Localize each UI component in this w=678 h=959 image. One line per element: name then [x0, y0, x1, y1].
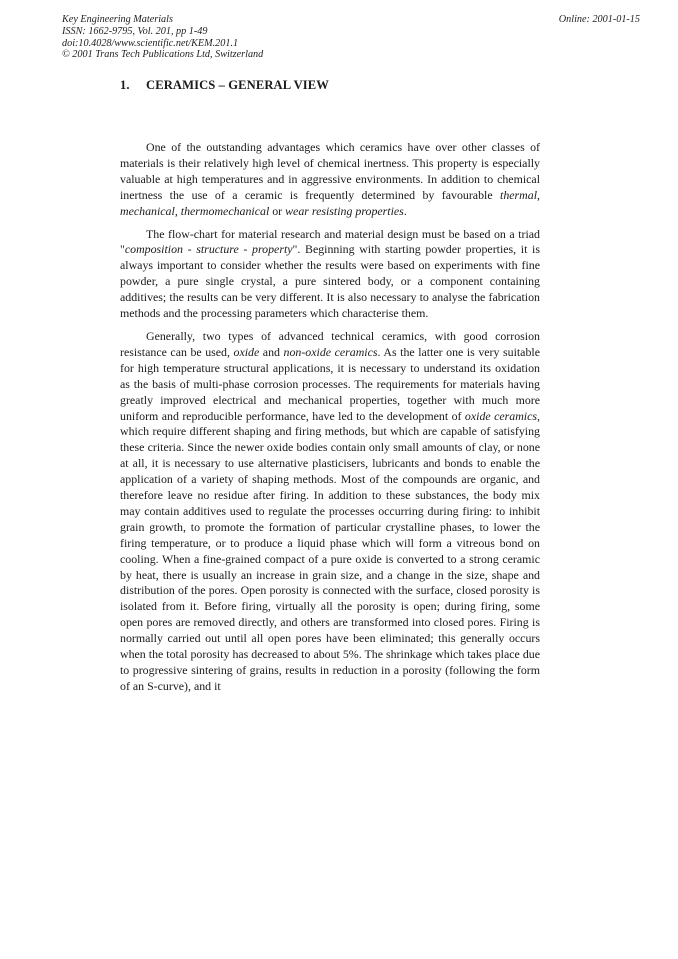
online-date: Online: 2001-01-15 [558, 14, 640, 25]
italic-term: mechanical [120, 203, 175, 218]
text-run: , which require different shaping and firing methods, but which are capable of satisfying these criteria. Since the newer oxide bodies contain only small amounts of clay, or none at all, it is necessary to use alternative plasticisers, lubricants and bonds to enable the application of a variety of shaping methods. Most of the compounds are organic, and therefore leave no residue after firing. In addition to these substances, the body mix may contain additives used to regulate the processes occurring during firing: to inhibit grain growth, to promote the formation of particular crystalline phases, to lower the firing temperature, or to produce a liquid phase which will form a vitreous bond on cooling. When a fine-grained compact of a pure oxide is converted to a strong ceramic by heat, there is usually an increase in grain size, and a change in the size, shape and distribution of the pores. Open porosity is connected with the surface, closed porosity is isolated from it. Before firing, virtually all the porosity is open; during firing, some open pores are removed directly, and others are transformed into closed pores. Firing is normally carried out until all open pores have been eliminated; this generally occurs when the total porosity has decreased to about 5%. The shrinkage which takes place due to progressive sintering of grains, results in reduction in a porosity (following the form of an S-curve), and it [120, 408, 541, 693]
paragraph-3 [120, 329, 540, 695]
italic-term: thermal [500, 187, 538, 202]
journal-header [62, 14, 263, 61]
italic-term: wear resisting properties [285, 203, 404, 218]
journal-name: Key Engineering Materials [62, 14, 173, 25]
text-run: , [537, 187, 540, 202]
text-run: One of the outstanding advantages which ceramics have over other classes of materials is their relatively high level of chemical inertness. This property is especially valuable at high temperatures and in aggressive environments. In addition to chemical inertness the use of a ceramic is frequently determined by favourable [120, 140, 540, 202]
copyright-line: © 2001 Trans Tech Publications Ltd, Switzerland [62, 49, 264, 61]
italic-term: oxide [233, 344, 260, 359]
issn-line: ISSN: 1662-9795, Vol. 201, pp 1-49 [62, 25, 208, 37]
text-run: and [259, 344, 284, 359]
text-run: ". Beginning with starting powder properties, it is always important to consider whether the results were based on experiments with fine powder, a pure single crystal, a pure sintered body, or a component containing additives; the results can be very different. It is also necessary to analyse the fabrication methods and the processing parameters which characterise them. [120, 242, 540, 321]
section-title: CERAMICS – GENERAL VIEW [146, 78, 329, 92]
text-run: . As the latter one is very suitable for high temperature structural applications, it is necessary to understand its oxidation as the basis of multi-phase corrosion processes. The requirements for materials having greatly improved electrical and mechanical properties, together with much more uniform and reproducible performance, have led to the development of [120, 344, 540, 423]
section-heading [120, 78, 329, 93]
doi-line: doi:10.4028/www.scientific.net/KEM.201.1 [62, 37, 239, 49]
italic-term: oxide ceramics [464, 408, 538, 423]
text-run: Generally, two types of advanced technical ceramics, with good corrosion resistance can be used, [120, 328, 540, 359]
italic-term: non-oxide ceramics [283, 344, 378, 359]
section-number: 1. [120, 78, 130, 92]
italic-term: thermomechanical [180, 203, 270, 218]
text-run: or [269, 203, 286, 218]
paragraph-1 [120, 140, 540, 220]
text-run: . [403, 203, 407, 218]
paragraph-2 [120, 227, 540, 322]
body-text [120, 140, 540, 695]
italic-term: composition - structure - property [124, 242, 293, 257]
text-run: , [174, 203, 181, 218]
text-run: The flow-chart for material research and material design must be based on a triad " [120, 226, 540, 257]
